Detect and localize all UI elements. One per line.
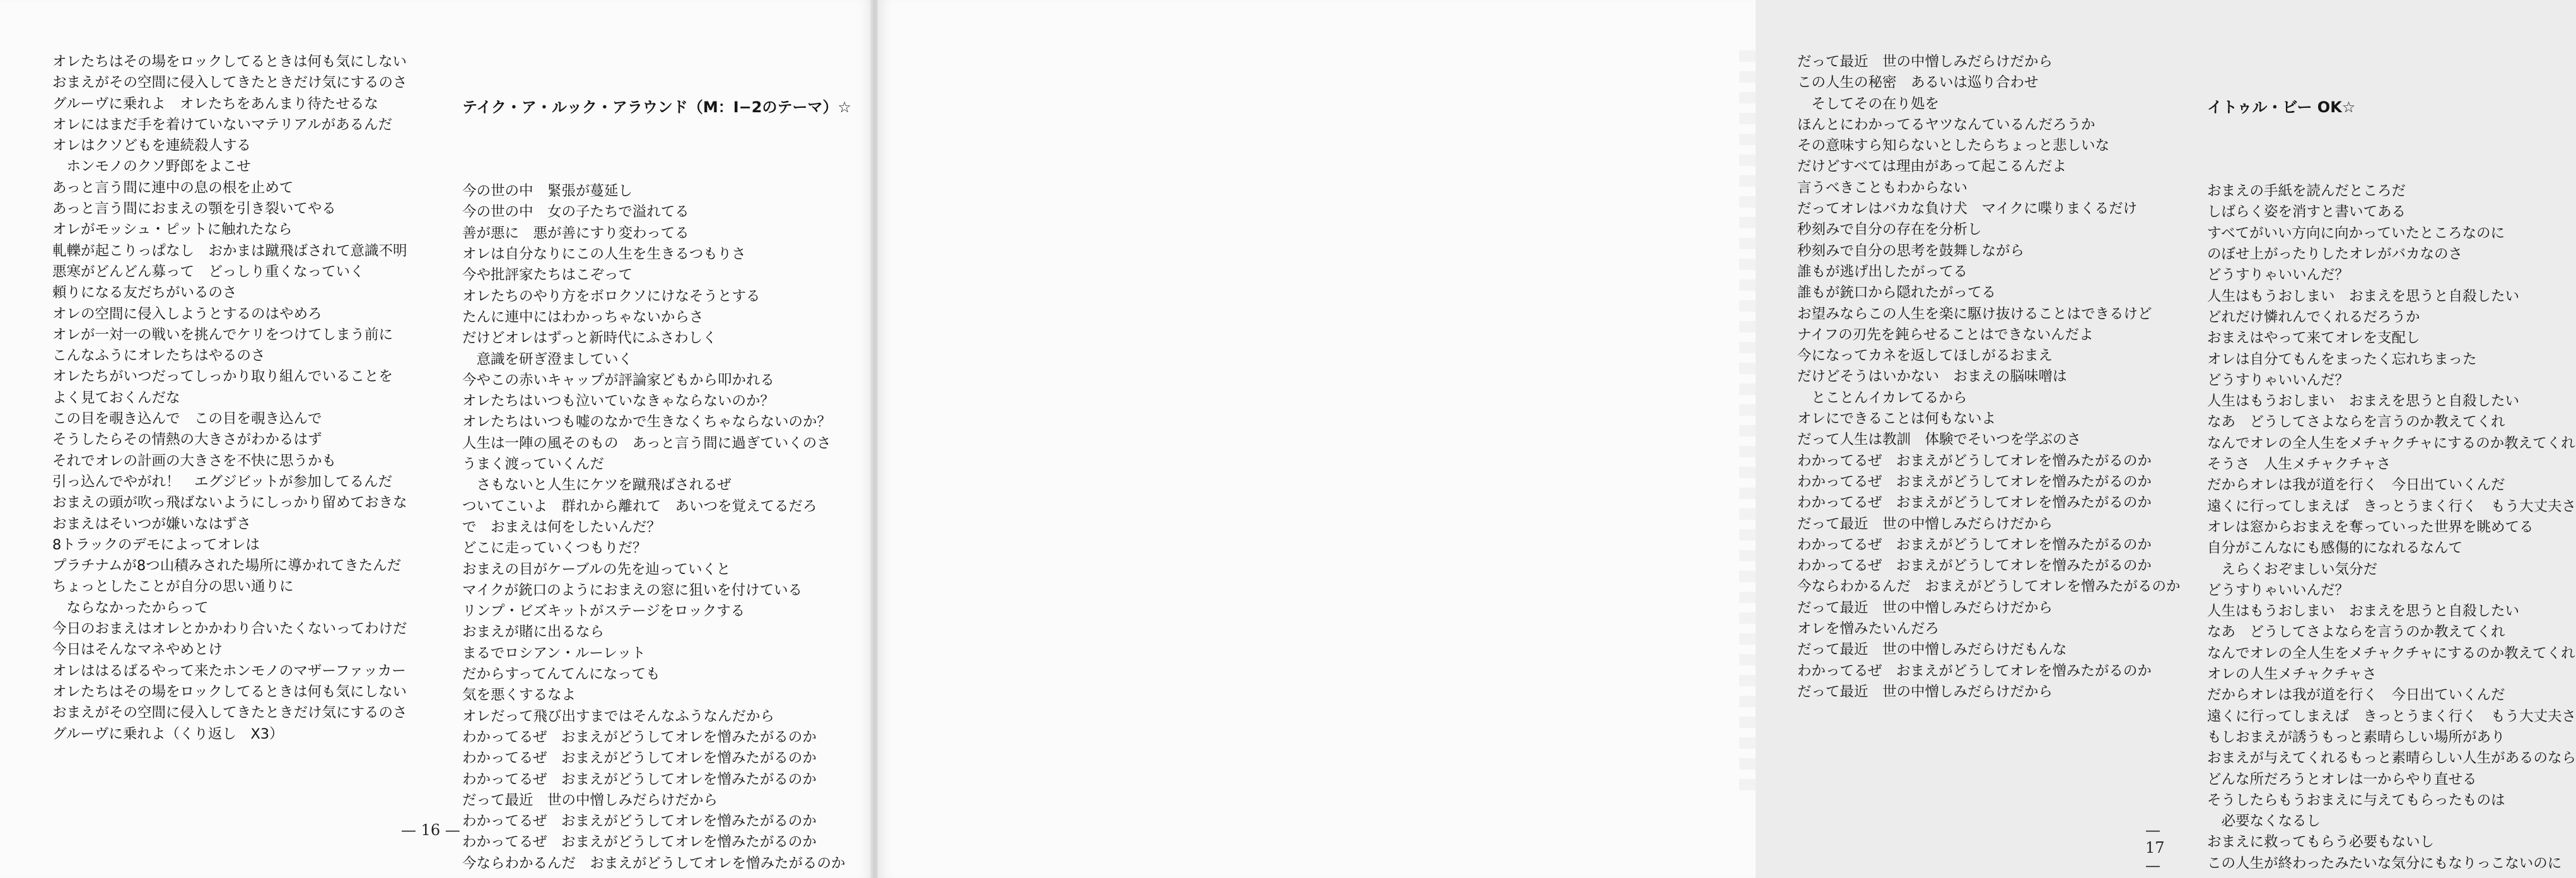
lyric-line: おまえはそいつが嫌いなはずさ bbox=[52, 515, 252, 532]
lyric-line: のぼせ上がったりしたオレがバカなのさ bbox=[2207, 246, 2463, 263]
lyric-line: しばらく姿を消すと書いてある bbox=[2207, 204, 2406, 221]
lyric-line: わかってるぜ おまえがどうしてオレを憎みたがるのか bbox=[1797, 452, 2152, 469]
lyric-line: オレが一対一の戦いを挑んでケリをつけてしまう前に bbox=[52, 326, 393, 343]
lyric-line: 人生はもうおしまい おまえを思うと自殺したい bbox=[2207, 603, 2520, 620]
lyric-line: オレの人生メチャクチャさ bbox=[2207, 666, 2377, 683]
lyric-line: オレたちはその場をロックしてるときは何も気にしない bbox=[52, 54, 407, 70]
lyric-line: もしおまえが誘うもっと素晴らしい場所があり bbox=[2207, 729, 2505, 746]
lyric-line: なんでオレの全人生をメチャクチャにするのか教えてくれ bbox=[2207, 645, 2575, 662]
lyric-line: だけどそうはいかない おまえの脳味噌は bbox=[1797, 368, 2067, 385]
lyric-line: リンプ・ビズキットがステージをロックする bbox=[462, 603, 745, 620]
lyric-line: で おまえは何をしたいんだ？ bbox=[462, 518, 661, 536]
lyric-line: あっと言う間におまえの顎を引き裂いてやる bbox=[52, 201, 336, 218]
lyric-line: 軋轢が起こりっぱなし おかまは蹴飛ばされて意識不明 bbox=[52, 242, 407, 259]
lyric-line: だって最近 世の中憎しみだらけだから bbox=[1797, 683, 2053, 700]
lyric-line: ちょっとしたことが自分の思い通りに bbox=[52, 578, 294, 595]
lyric-line: だって最近 世の中憎しみだらけだから bbox=[1797, 515, 2053, 532]
lyric-line: だけどすべては理由があって起こるんだよ bbox=[1797, 158, 2066, 175]
lyric-line: わかってるぜ おまえがどうしてオレを憎みたがるのか bbox=[1797, 473, 2152, 490]
lyric-line: それでオレの計画の大きさを不快に思うかも bbox=[52, 452, 337, 469]
lyric-line: わかってるぜ おまえがどうしてオレを憎みたがるのか bbox=[462, 729, 817, 746]
lyric-line: その意味すら知らないとしたらちょっと悲しいな bbox=[1797, 138, 2110, 155]
right-page bbox=[878, 0, 2576, 878]
lyric-line: ホンモノのクソ野郎をよこせ bbox=[52, 158, 251, 175]
lyric-line: 人生はもうおしまい おまえを思うと自殺したい bbox=[2207, 288, 2520, 305]
lyric-line: 今ならわかるんだ おまえがどうしてオレを憎みたがるのか bbox=[1797, 578, 2181, 595]
lyric-line: 言うべきこともわからない bbox=[1797, 179, 1968, 196]
lyric-line: 秒刻みで自分の思考を鼓舞しながら bbox=[1797, 242, 2025, 259]
show-through-edge bbox=[1739, 50, 1756, 795]
lyric-line: おまえの目がケーブルの先を辿っていくと bbox=[462, 561, 731, 578]
lyric-line: おまえがその空間に侵入してきたときだけ気にするのさ bbox=[52, 705, 407, 722]
lyric-line: うまく渡っていくんだ bbox=[462, 456, 605, 473]
lyric-line: どうすりゃいいんだ？ bbox=[2207, 267, 2350, 284]
lyric-line: グルーヴに乗れよ オレたちをあんまり待たせるな bbox=[52, 95, 378, 112]
lyric-line: オレにできることは何もないよ bbox=[1797, 411, 1996, 428]
lyric-line: 今や批評家たちはこぞって bbox=[462, 267, 633, 284]
lyric-line: だってオレはバカな負け犬 マイクに喋りまくるだけ bbox=[1797, 201, 2138, 218]
lyric-line: ついてこいよ 群れから離れて あいつを覚えてるだろ bbox=[462, 498, 817, 515]
lyric-line: 必要なくなるし bbox=[2207, 813, 2321, 830]
lyric-line: 今日のおまえはオレとかかわり合いたくないってわけだ bbox=[52, 621, 407, 638]
lyric-line: おまえが与えてくれるもっと素晴らしい人生があるのなら bbox=[2207, 750, 2576, 767]
lyric-line: 今になってカネを返してほしがるおまえ bbox=[1797, 348, 2053, 365]
lyric-line: おまえが賭に出るなら bbox=[462, 624, 605, 641]
lyric-line: 8トラックのデモによってオレは bbox=[52, 536, 260, 553]
left-page bbox=[0, 0, 873, 878]
lyric-line: 人生はもうおしまい おまえを思うと自殺したい bbox=[2207, 393, 2520, 410]
lyric-line: わかってるぜ おまえがどうしてオレを憎みたがるのか bbox=[1797, 536, 2152, 553]
lyric-line: わかってるぜ おまえがどうしてオレを憎みたがるのか bbox=[462, 750, 817, 767]
lyric-line: おまえがその空間に侵入してきたときだけ気にするのさ bbox=[52, 74, 407, 91]
lyric-line: なあ どうしてさよならを言うのか教えてくれ bbox=[2207, 414, 2505, 431]
lyric-line: なんでオレの全人生をメチャクチャにするのか教えてくれ bbox=[2207, 435, 2575, 452]
lyric-line: わかってるぜ おまえがどうしてオレを憎みたがるのか bbox=[1797, 495, 2152, 512]
lyric-line: どうすりゃいいんだ？ bbox=[2207, 372, 2350, 389]
lyric-line: おまえの手紙を読んだところだ bbox=[2207, 183, 2406, 200]
lyric-line: 引っ込んでやがれ！ エグジビットが参加してるんだ bbox=[52, 473, 393, 490]
lyric-line: オレは自分てもんをまったく忘れちまった bbox=[2207, 351, 2477, 368]
lyric-line: こんなふうにオレたちはやるのさ bbox=[52, 348, 265, 365]
lyric-line: そうしたらその情熱の大きさがわかるはず bbox=[52, 431, 322, 448]
lyric-line: だって最近 世の中憎しみだらけだから bbox=[1797, 599, 2053, 616]
lyric-line: 人生は一陣の風そのもの あっと言う間に過ぎていくのさ bbox=[462, 435, 831, 452]
song-title-take-a-look-around: テイク・ア・ルック・アラウンド（M：I−2のテーマ）☆ bbox=[462, 98, 851, 116]
lyric-line: 今ならわかるんだ おまえがどうしてオレを憎みたがるのか bbox=[462, 855, 846, 872]
lyric-line: ほんとにわかってるヤツなんているんだろうか bbox=[1797, 116, 2095, 133]
lyric-line: オレは窓からおまえを奪っていった世界を眺めてる bbox=[2207, 518, 2534, 536]
lyric-line: オレは自分なりにこの人生を生きるつもりさ bbox=[462, 246, 746, 263]
lyric-line: ナイフの刃先を鈍らせることはできないんだよ bbox=[1797, 326, 2094, 343]
lyric-line: だって最近 世の中憎しみだらけだもんな bbox=[1797, 641, 2067, 658]
lyric-line: だって人生は教訓 体験でそいつを学ぶのさ bbox=[1797, 431, 2082, 448]
lyric-line: そしてその在り処を bbox=[1797, 95, 1940, 112]
lyric-line: 誰もが逃げ出したがってる bbox=[1797, 263, 1968, 280]
lyric-line: 遠くに行ってしまえば きっとうまく行く もう大丈夫さ bbox=[2207, 498, 2576, 515]
lyric-line: オレを憎みたいんだろ bbox=[1797, 621, 1940, 638]
lyric-line: わかってるぜ おまえがどうしてオレを憎みたがるのか bbox=[462, 771, 817, 788]
lyric-line: オレははるばるやって来たホンモノのマザーファッカー bbox=[52, 662, 406, 679]
lyric-line: オレの空間に侵入しようとするのはやめろ bbox=[52, 305, 322, 322]
lyric-line: どこに走っていくつもりだ？ bbox=[462, 540, 647, 557]
lyric-line: わかってるぜ おまえがどうしてオレを憎みたがるのか bbox=[462, 834, 817, 851]
lyric-line: まるでロシアン・ルーレット bbox=[462, 645, 646, 662]
lyric-line: プラチナムが8つ山積みされた場所に導かれてきたんだ bbox=[52, 558, 402, 575]
lyric-line: オレたちのやり方をボロクソにけなそうとする bbox=[462, 288, 761, 305]
lyric-line: おまえの頭が吹っ飛ばないようにしっかり留めておきな bbox=[52, 495, 407, 512]
lyric-line: よく見ておくんだな bbox=[52, 389, 180, 406]
lyric-line: 今の世の中 女の子たちで溢れてる bbox=[462, 204, 689, 221]
lyrics-column-1 bbox=[52, 52, 407, 745]
lyric-line: オレだって飛び出すまではそんなふうなんだから bbox=[462, 708, 775, 725]
lyric-line: この人生が終わったみたいな気分にもなりっこないのに bbox=[2207, 855, 2562, 872]
page-number-left: — 16 — bbox=[401, 821, 460, 839]
lyric-line: どんな所だろうとオレは一からやり直せる bbox=[2207, 771, 2477, 788]
lyric-line: 今やこの赤いキャップが評論家どもから叩かれる bbox=[462, 372, 775, 389]
lyric-line: オレたちはいつも泣いていなきゃならないのか？ bbox=[462, 393, 775, 410]
lyric-line: 秒刻みで自分の存在を分析し bbox=[1797, 221, 1982, 238]
lyric-line: マイクが銃口のようにおまえの窓に狙いを付けている bbox=[462, 582, 803, 599]
lyric-line: オレたちはいつも嘘のなかで生きなくちゃならないのか？ bbox=[462, 414, 832, 431]
song-title-itll-be-ok: イトゥル・ビー OK☆ bbox=[2207, 98, 2356, 116]
lyric-line: だからすってんてんになっても bbox=[462, 666, 660, 683]
lyric-line: たんに連中にはわかっちゃないからさ bbox=[462, 308, 704, 325]
lyric-line: さもないと人生にケツを蹴飛ばされるぜ bbox=[462, 477, 731, 494]
lyric-line: わかってるぜ おまえがどうしてオレを憎みたがるのか bbox=[1797, 558, 2152, 575]
lyric-line: だからオレは我が道を行く 今日出ていくんだ bbox=[2207, 477, 2505, 494]
page-number-right: — 17 — bbox=[2145, 821, 2165, 874]
lyric-line: えらくおぞましい気分だ bbox=[2207, 561, 2378, 578]
lyric-line: 気を悪くするなよ bbox=[462, 687, 576, 704]
lyric-line: どれだけ憐れんでくれるだろうか bbox=[2207, 308, 2420, 325]
lyric-line: オレたちはその場をロックしてるときは何も気にしない bbox=[52, 683, 407, 700]
lyric-line: オレたちがいつだってしっかり取り組んでいることを bbox=[52, 368, 393, 385]
lyric-line: すべてがいい方向に向かっていたところなのに bbox=[2207, 225, 2505, 242]
lyrics-column-2 bbox=[462, 52, 851, 874]
lyric-line: わかってるぜ おまえがどうしてオレを憎みたがるのか bbox=[1797, 662, 2152, 679]
lyric-line: オレにはまだ手を着けていないマテリアルがあるんだ bbox=[52, 116, 393, 133]
lyric-line: 誰もが銃口から隠れたがってる bbox=[1797, 284, 1996, 301]
lyric-line: 善が悪に 悪が善にすり変わってる bbox=[462, 225, 689, 242]
lyric-line: 自分がこんなにも感傷的になれるなんて bbox=[2207, 540, 2463, 557]
lyric-line: この人生の秘密 あるいは巡り合わせ bbox=[1797, 74, 2039, 91]
lyric-line: 頼りになる友だちがいるのさ bbox=[52, 284, 237, 301]
lyric-line: そうしたらもうおまえに与えてもらったものは bbox=[2207, 792, 2505, 809]
lyric-line: おまえはやって来てオレを支配し bbox=[2207, 330, 2420, 347]
lyric-line: なあ どうしてさよならを言うのか教えてくれ bbox=[2207, 624, 2505, 641]
lyrics-column-3 bbox=[1797, 52, 2181, 703]
lyric-line: おまえに救ってもらう必要もないし bbox=[2207, 834, 2435, 851]
lyric-line: ならなかったからって bbox=[52, 599, 209, 616]
lyric-line: 今日はそんなマネやめとけ bbox=[52, 641, 223, 658]
lyric-line: この目を覗き込んで この目を覗き込んで bbox=[52, 411, 322, 428]
lyric-line: オレはクソどもを連続殺人する bbox=[52, 138, 252, 155]
lyrics-column-4 bbox=[2207, 52, 2576, 874]
lyric-line: どうすりゃいいんだ？ bbox=[2207, 582, 2350, 599]
lyric-line: とことんイカレてるから bbox=[1797, 389, 1967, 406]
lyric-line: 今の世の中 緊張が蔓延し bbox=[462, 183, 633, 200]
lyric-line: お望みならこの人生を楽に駆け抜けることはできるけど bbox=[1797, 305, 2152, 322]
lyric-line: だって最近 世の中憎しみだらけだから bbox=[462, 792, 718, 809]
lyric-line: 意識を研ぎ澄ましていく bbox=[462, 351, 633, 368]
lyric-line: 遠くに行ってしまえば きっとうまく行く もう大丈夫さ bbox=[2207, 708, 2576, 725]
lyric-line: だからオレは我が道を行く 今日出ていくんだ bbox=[2207, 687, 2505, 704]
lyric-line: そうさ 人生メチャクチャさ bbox=[2207, 456, 2391, 473]
lyric-line: だって最近 世の中憎しみだらけだから bbox=[1797, 54, 2053, 70]
lyric-line: グルーヴに乗れよ（くり返し X3） bbox=[52, 725, 284, 742]
lyric-line: オレがモッシュ・ピットに触れたなら bbox=[52, 221, 293, 238]
lyric-line: だけどオレはずっと新時代にふさわしく bbox=[462, 330, 717, 347]
lyric-line: 悪寒がどんどん募って どっしり重くなっていく bbox=[52, 263, 364, 280]
lyric-line: あっと言う間に連中の息の根を止めて bbox=[52, 179, 294, 196]
lyric-line: わかってるぜ おまえがどうしてオレを憎みたがるのか bbox=[462, 813, 817, 830]
